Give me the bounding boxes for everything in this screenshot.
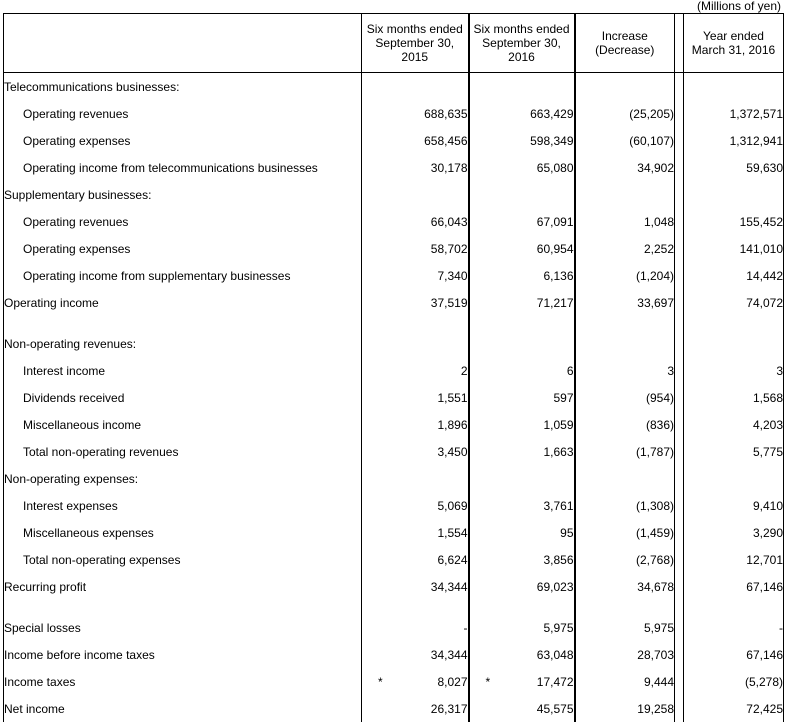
cell-value: 1,663 — [543, 445, 573, 459]
table-row — [4, 614, 784, 641]
cell-fy2015full — [684, 73, 784, 101]
row-label: Non-operating expenses: — [4, 465, 362, 492]
cell-change — [575, 181, 675, 208]
row-label: Non-operating revenues: — [4, 330, 362, 357]
cell-fy2015full: 14,442 — [684, 262, 784, 289]
cell-value: 658,456 — [424, 134, 467, 148]
cell-fy2016h1 — [469, 614, 575, 641]
cell-change: (1,308) — [575, 492, 675, 519]
cell-fy2016h1 — [469, 546, 575, 573]
cell-change: (954) — [575, 384, 675, 411]
cell-gap — [675, 127, 684, 154]
cell-value: 7,340 — [437, 269, 467, 283]
cell-change: (25,205) — [575, 100, 675, 127]
cell-value: 26,317 — [431, 702, 468, 716]
cell-change — [575, 600, 675, 614]
cell-gap — [675, 73, 684, 101]
table-row — [4, 411, 784, 438]
cell-value: 1,554 — [437, 526, 467, 540]
column-header-line-1: Increase — [576, 29, 675, 43]
cell-fy2015full: 3 — [684, 357, 784, 384]
cell-fy2015h1 — [362, 519, 469, 546]
cell-value: 3,450 — [437, 445, 467, 459]
cell-gap — [675, 289, 684, 316]
cell-fy2016h1 — [469, 573, 575, 600]
cell-fy2015full: 1,568 — [684, 384, 784, 411]
table-spacer-row — [4, 600, 784, 614]
column-header-fy2015full — [684, 14, 784, 73]
row-label: Total non-operating expenses — [4, 546, 362, 573]
cell-value: 8,027 — [437, 675, 467, 689]
cell-value: 66,043 — [431, 215, 468, 229]
cell-change — [575, 465, 675, 492]
row-label — [4, 600, 362, 614]
table-spacer-row — [4, 316, 784, 330]
cell-value: 34,344 — [431, 648, 468, 662]
cell-fy2016h1 — [469, 316, 575, 330]
cell-gap — [675, 357, 684, 384]
cell-gap — [675, 235, 684, 262]
cell-value: 95 — [560, 526, 573, 540]
cell-gap — [675, 668, 684, 695]
cell-value: 5,975 — [543, 621, 573, 635]
cell-change: 9,444 — [575, 668, 675, 695]
table-row — [4, 438, 784, 465]
cell-fy2015full: 155,452 — [684, 208, 784, 235]
cell-change: (2,768) — [575, 546, 675, 573]
column-gap-separator — [675, 14, 684, 73]
cell-fy2016h1 — [469, 411, 575, 438]
cell-fy2016h1 — [469, 357, 575, 384]
cell-fy2016h1 — [469, 519, 575, 546]
table-row — [4, 668, 784, 695]
column-header-fy2016h1 — [469, 14, 575, 73]
table-row — [4, 641, 784, 668]
cell-gap — [675, 573, 684, 600]
cell-value: 37,519 — [431, 296, 468, 310]
cell-fy2015h1 — [362, 492, 469, 519]
column-header-line-2: September 30, 2015 — [362, 36, 468, 64]
table-row — [4, 73, 784, 101]
cell-value: 6,136 — [543, 269, 573, 283]
table-row — [4, 465, 784, 492]
cell-value: 69,023 — [537, 580, 574, 594]
cell-fy2016h1 — [469, 465, 575, 492]
cell-value: 17,472 — [537, 675, 574, 689]
cell-fy2015h1 — [362, 181, 469, 208]
table-row — [4, 235, 784, 262]
column-header-fy2015h1 — [362, 14, 469, 73]
row-label: Interest income — [4, 357, 362, 384]
cell-fy2016h1 — [469, 438, 575, 465]
cell-fy2015h1 — [362, 262, 469, 289]
cell-change — [575, 316, 675, 330]
cell-gap — [675, 181, 684, 208]
cell-fy2015full: 67,146 — [684, 641, 784, 668]
cell-gap — [675, 600, 684, 614]
row-label: Operating income from telecommunications businesses — [4, 154, 362, 181]
cell-fy2015full — [684, 181, 784, 208]
row-label: Dividends received — [4, 384, 362, 411]
row-label: Operating income — [4, 289, 362, 316]
cell-gap — [675, 316, 684, 330]
table-header-row — [4, 14, 784, 73]
cell-gap — [675, 100, 684, 127]
cell-fy2015full: - — [684, 614, 784, 641]
column-header-line-2: (Decrease) — [576, 43, 675, 57]
cell-value: 688,635 — [424, 107, 467, 121]
cell-change: 19,258 — [575, 695, 675, 722]
table-row — [4, 289, 784, 316]
cell-fy2015full: 74,072 — [684, 289, 784, 316]
row-label: Operating expenses — [4, 127, 362, 154]
cell-change: (1,459) — [575, 519, 675, 546]
table-row — [4, 573, 784, 600]
cell-value: 663,429 — [530, 107, 573, 121]
row-label: Miscellaneous income — [4, 411, 362, 438]
cell-fy2016h1 — [469, 235, 575, 262]
cell-fy2015h1 — [362, 695, 469, 722]
cell-fy2015h1 — [362, 600, 469, 614]
cell-value: 34,344 — [431, 580, 468, 594]
row-label: Recurring profit — [4, 573, 362, 600]
cell-gap — [675, 411, 684, 438]
cell-fy2015h1 — [362, 208, 469, 235]
column-header-line-2: September 30, 2016 — [470, 36, 574, 64]
column-header-line-1: Six months ended — [362, 22, 468, 36]
cell-value: 1,059 — [543, 418, 573, 432]
cell-value: - — [464, 621, 468, 635]
row-label: Interest expenses — [4, 492, 362, 519]
row-label: Telecommunications businesses: — [4, 73, 362, 101]
cell-fy2015h1 — [362, 438, 469, 465]
cell-fy2016h1 — [469, 695, 575, 722]
row-label: Operating income from supplementary businesses — [4, 262, 362, 289]
cell-value: 60,954 — [537, 242, 574, 256]
cell-fy2015h1 — [362, 411, 469, 438]
table-row — [4, 208, 784, 235]
asterisk-marker: * — [378, 676, 383, 688]
cell-fy2016h1 — [469, 384, 575, 411]
table-row — [4, 181, 784, 208]
cell-change: 5,975 — [575, 614, 675, 641]
cell-value: 45,575 — [537, 702, 574, 716]
cell-fy2015full: 72,425 — [684, 695, 784, 722]
table-row — [4, 695, 784, 722]
column-header-line-1: Year ended — [684, 29, 783, 43]
cell-fy2015h1 — [362, 668, 469, 695]
cell-gap — [675, 546, 684, 573]
cell-value: 67,091 — [537, 215, 574, 229]
cell-value: 598,349 — [530, 134, 573, 148]
cell-gap — [675, 465, 684, 492]
cell-change: (1,787) — [575, 438, 675, 465]
cell-fy2015full: 3,290 — [684, 519, 784, 546]
cell-fy2015h1 — [362, 330, 469, 357]
cell-value: 5,069 — [437, 499, 467, 513]
cell-gap — [675, 208, 684, 235]
table-body — [4, 73, 784, 722]
row-label: Net income — [4, 695, 362, 722]
cell-fy2015full: 12,701 — [684, 546, 784, 573]
cell-fy2015h1 — [362, 546, 469, 573]
row-label — [4, 316, 362, 330]
cell-value: 1,551 — [437, 391, 467, 405]
cell-fy2015h1 — [362, 235, 469, 262]
table-row — [4, 100, 784, 127]
table-row — [4, 154, 784, 181]
cell-fy2016h1 — [469, 641, 575, 668]
cell-fy2016h1 — [469, 127, 575, 154]
cell-fy2015full: 9,410 — [684, 492, 784, 519]
cell-fy2015h1 — [362, 465, 469, 492]
cell-fy2015full: 1,312,941 — [684, 127, 784, 154]
cell-change: 3 — [575, 357, 675, 384]
cell-fy2015h1 — [362, 100, 469, 127]
cell-gap — [675, 695, 684, 722]
column-header-change — [575, 14, 675, 73]
row-label: Supplementary businesses: — [4, 181, 362, 208]
row-label: Income taxes — [4, 668, 362, 695]
cell-gap — [675, 438, 684, 465]
cell-fy2015full: 67,146 — [684, 573, 784, 600]
row-label: Total non-operating revenues — [4, 438, 362, 465]
cell-fy2015h1 — [362, 73, 469, 101]
cell-change: 34,902 — [575, 154, 675, 181]
cell-change: 34,678 — [575, 573, 675, 600]
table-row — [4, 357, 784, 384]
cell-gap — [675, 641, 684, 668]
row-label: Operating expenses — [4, 235, 362, 262]
row-label: Operating revenues — [4, 208, 362, 235]
row-label: Operating revenues — [4, 100, 362, 127]
cell-change: (836) — [575, 411, 675, 438]
cell-change — [575, 73, 675, 101]
cell-change: (1,204) — [575, 262, 675, 289]
column-header-line-1: Six months ended — [470, 22, 574, 36]
cell-value: 65,080 — [537, 161, 574, 175]
cell-fy2015h1 — [362, 154, 469, 181]
cell-fy2015h1 — [362, 573, 469, 600]
cell-fy2015h1 — [362, 357, 469, 384]
cell-fy2016h1 — [469, 330, 575, 357]
cell-value: 30,178 — [431, 161, 468, 175]
cell-fy2016h1 — [469, 73, 575, 101]
cell-fy2015full: 59,630 — [684, 154, 784, 181]
cell-fy2015h1 — [362, 127, 469, 154]
financial-statement-table — [3, 13, 784, 722]
cell-fy2016h1 — [469, 668, 575, 695]
cell-fy2015h1 — [362, 316, 469, 330]
cell-fy2015full — [684, 330, 784, 357]
units-caption: (Millions of yen) — [697, 0, 781, 13]
cell-fy2015h1 — [362, 289, 469, 316]
table-row — [4, 330, 784, 357]
cell-fy2015h1 — [362, 384, 469, 411]
cell-fy2016h1 — [469, 208, 575, 235]
table-row — [4, 127, 784, 154]
cell-value: 597 — [553, 391, 573, 405]
cell-fy2016h1 — [469, 492, 575, 519]
column-header-label — [4, 14, 362, 73]
cell-gap — [675, 614, 684, 641]
cell-value: 1,896 — [437, 418, 467, 432]
cell-fy2015full: 1,372,571 — [684, 100, 784, 127]
cell-fy2015full: 141,010 — [684, 235, 784, 262]
financial-table-container — [3, 13, 783, 722]
cell-fy2015full: (5,278) — [684, 668, 784, 695]
cell-gap — [675, 384, 684, 411]
cell-fy2016h1 — [469, 262, 575, 289]
cell-change: 28,703 — [575, 641, 675, 668]
cell-change: (60,107) — [575, 127, 675, 154]
cell-gap — [675, 330, 684, 357]
cell-value: 63,048 — [537, 648, 574, 662]
cell-fy2015full — [684, 465, 784, 492]
cell-gap — [675, 262, 684, 289]
row-label: Miscellaneous expenses — [4, 519, 362, 546]
cell-change: 1,048 — [575, 208, 675, 235]
cell-fy2016h1 — [469, 289, 575, 316]
table-header — [4, 14, 784, 73]
cell-value: 2 — [461, 364, 468, 378]
cell-fy2015h1 — [362, 614, 469, 641]
table-row — [4, 492, 784, 519]
cell-fy2016h1 — [469, 600, 575, 614]
asterisk-marker: * — [486, 676, 491, 688]
table-row — [4, 262, 784, 289]
cell-fy2016h1 — [469, 100, 575, 127]
cell-gap — [675, 519, 684, 546]
table-row — [4, 546, 784, 573]
cell-value: 58,702 — [431, 242, 468, 256]
table-row — [4, 519, 784, 546]
table-row — [4, 384, 784, 411]
cell-gap — [675, 154, 684, 181]
row-label: Income before income taxes — [4, 641, 362, 668]
cell-change: 2,252 — [575, 235, 675, 262]
cell-value: 71,217 — [537, 296, 574, 310]
cell-fy2015h1 — [362, 641, 469, 668]
cell-fy2015full: 4,203 — [684, 411, 784, 438]
cell-fy2015full: 5,775 — [684, 438, 784, 465]
cell-fy2016h1 — [469, 181, 575, 208]
cell-value: 3,856 — [543, 553, 573, 567]
cell-fy2016h1 — [469, 154, 575, 181]
cell-change: 33,697 — [575, 289, 675, 316]
column-header-line-2: March 31, 2016 — [684, 43, 783, 57]
cell-fy2015full — [684, 600, 784, 614]
row-label: Special losses — [4, 614, 362, 641]
cell-fy2015full — [684, 316, 784, 330]
cell-value: 6 — [567, 364, 574, 378]
cell-change — [575, 330, 675, 357]
cell-value: 3,761 — [543, 499, 573, 513]
cell-value: 6,624 — [437, 553, 467, 567]
cell-gap — [675, 492, 684, 519]
